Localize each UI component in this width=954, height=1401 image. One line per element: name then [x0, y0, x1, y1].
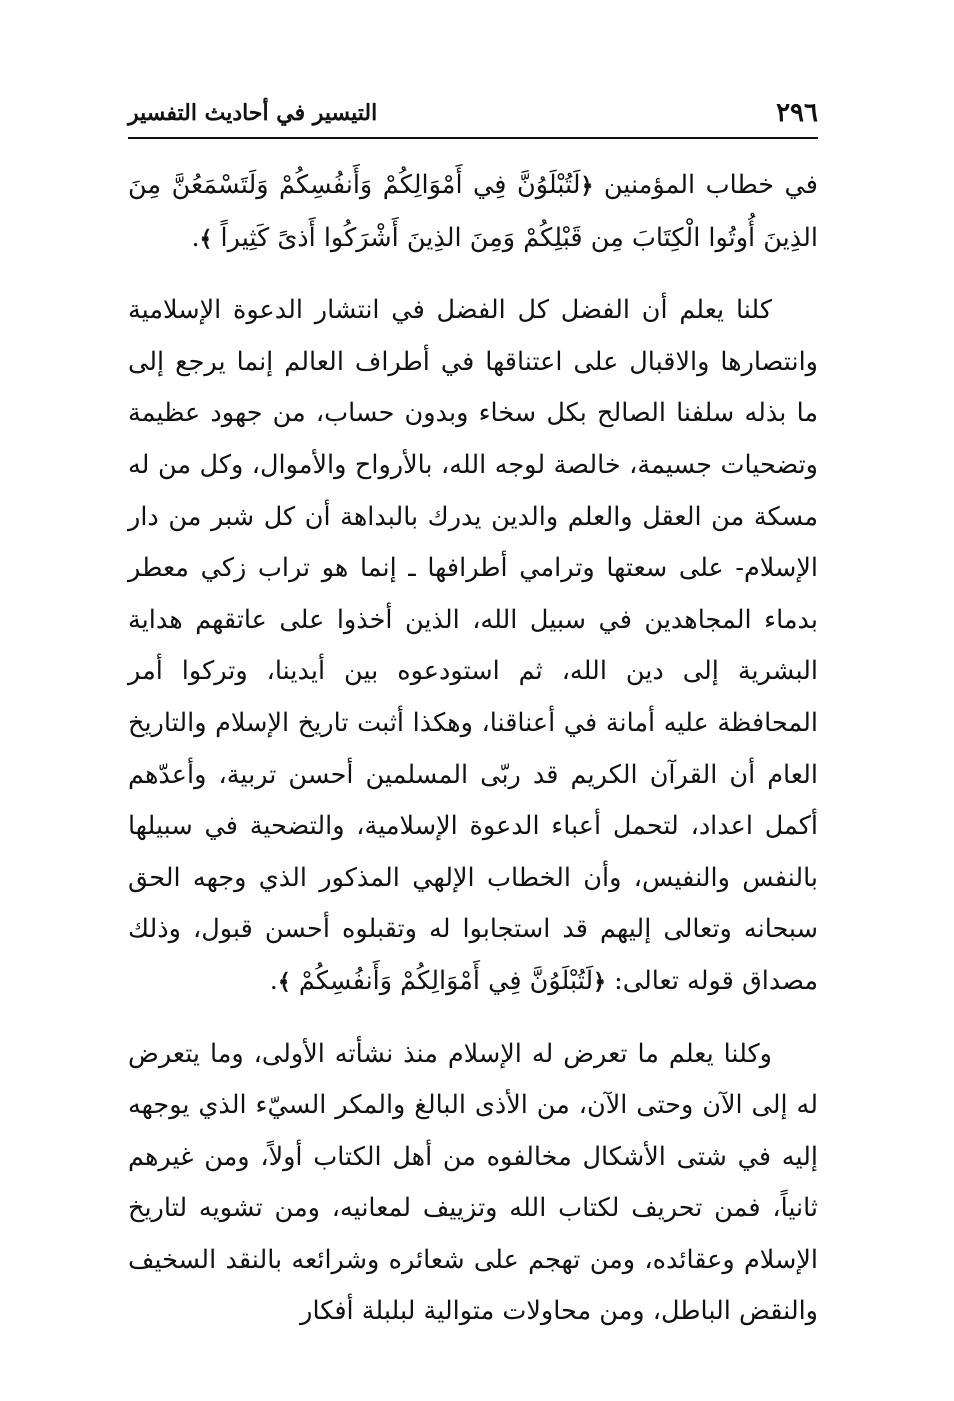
header-rule	[128, 137, 818, 139]
paragraph-2	[128, 285, 818, 1008]
verse-close-bracket: ﴾	[277, 969, 291, 995]
paragraph-1-lead: في خطاب المؤمنين	[603, 170, 818, 200]
paragraph-2-tail: .	[269, 965, 278, 996]
quran-verse: لَتُبْلَوُنَّ فِي أَمْوَالِكُمْ وَأَنفُسِكُمْ	[298, 965, 594, 996]
page-number: ٢٩٦	[776, 98, 818, 128]
paragraph-2-text: كلنا يعلم أن الفضل كل الفضل في انتشار الدعوة الإسلامية وانتصارها والاقبال على اعتناقها في أطراف العالم إنما يرجع إلى ما بذله سلفنا الصالح بكل سخاء وبدون حساب، من جهود عظيمة وتضحيات جسيمة، خالصة لوجه الله، بالأرواح والأموال، وكل من له مسكة من العقل والعلم والدين يدرك بالبداهة أن كل شبر من دار الإسلام- على سعتها وترامي أطرافها ـ إنما هو تراب زكي معطر بدماء المجاهدين في سبيل الله، الذين أخذوا على عاتقهم هداية البشرية إلى دين الله، ثم استودعوه بين أيدينا، وتركوا أمر المحافظة عليه أمانة في أعناقنا، وهكذا أثبت تاريخ الإسلام والتاريخ العام أن القرآن الكريم قد ربّى المسلمين أحسن تربية، وأعدّهم أكمل اعداد، لتحمل أعباء الدعوة الإسلامية، والتضحية في سبيلها بالنفس والنفيس، وأن الخطاب الإلهي المذكور الذي وجهه الحق سبحانه وتعالى إليهم قد استجابوا له وتقبلوه أحسن قبول، وذلك مصداق قوله تعالى:	[128, 295, 818, 996]
paragraph-1	[128, 160, 818, 265]
page-body	[128, 160, 818, 1338]
verse-close-bracket: ﴾	[199, 226, 213, 252]
paragraph-1-tail: .	[191, 222, 200, 253]
paragraph-3	[128, 1029, 818, 1339]
verse-open-bracket: ﴿	[580, 174, 594, 199]
quran-verse: لَتُبْلَوُنَّ فِي أَمْوَالِكُمْ وَأَنفُسِكُمْ وَلَتَسْمَعُنَّ مِنَ الذِينَ أُوتُوا الْكِتَابَ مِن قَبْلِكُمْ وَمِنَ الذِينَ أَشْرَكُوا أَذىً كَثِيراً	[128, 170, 818, 253]
verse-open-bracket: ﴿	[593, 969, 607, 995]
page-header	[128, 98, 818, 138]
running-title: التيسير في أحاديث التفسير	[128, 100, 378, 126]
paragraph-3-text: وكلنا يعلم ما تعرض له الإسلام منذ نشأته الأولى، وما يتعرض له إلى الآن وحتى الآن، من الأذى البالغ والمكر السيّء الذي يوجهه إليه في شتى الأشكال مخالفوه من أهل الكتاب أولاً، ومن غيرهم ثانياً، فمن تحريف لكتاب الله وتزييف لمعانيه، ومن تشويه لتاريخ الإسلام وعقائده، ومن تهجم على شعائره وشرائعه بالنقد السخيف والنقض الباطل، ومن محاولات متوالية لبلبلة أفكار	[128, 1038, 818, 1327]
